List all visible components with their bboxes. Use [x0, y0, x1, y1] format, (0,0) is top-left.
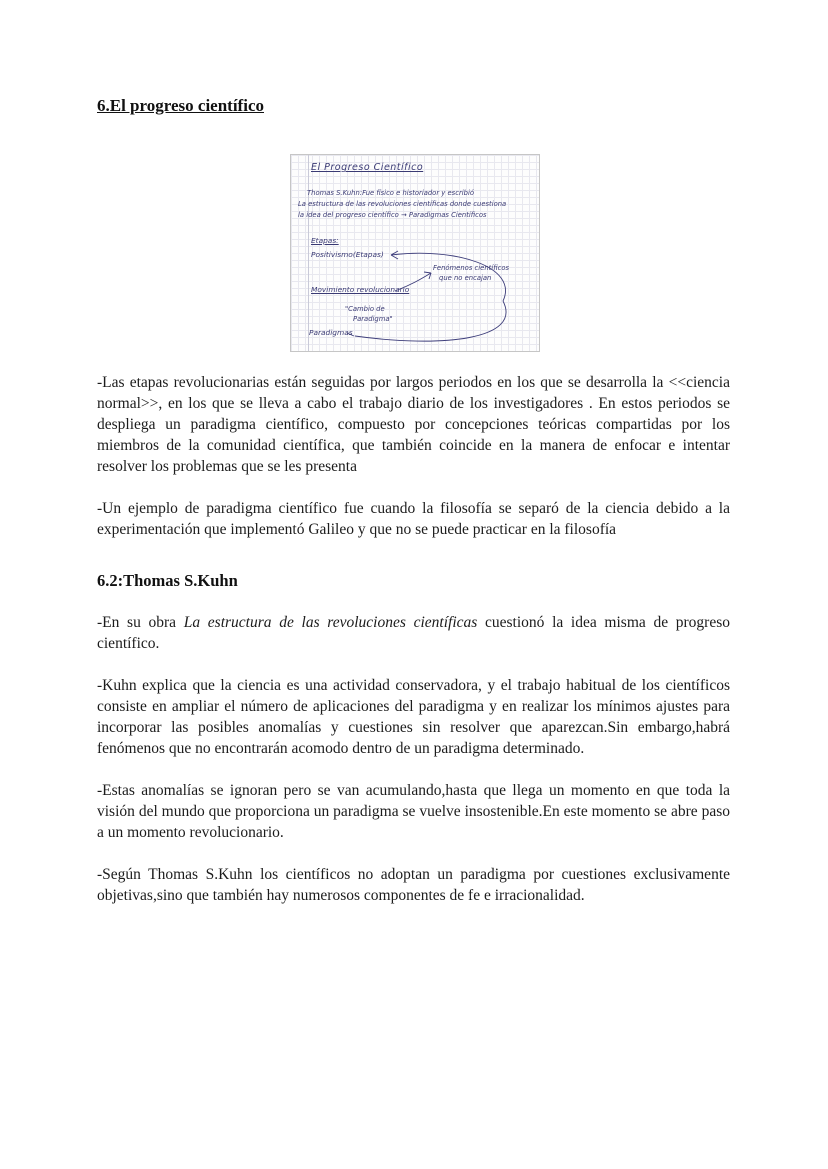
paragraph-kuhn-explica: -Kuhn explica que la ciencia es una actividad conservadora, y el trabajo habitual de los científicos consiste en ampliar el número de aplicaciones del paradigma y en realizar los mínimos ajustes para incorporar las posibles anomalías y cuestiones sin resolver que aparezcan.Sin embargo,habrá fenómenos que no encontrarán acomodo dentro de un paradigma determinado.: [97, 677, 730, 757]
paragraph-ejemplo-paradigma: -Un ejemplo de paradigma científico fue cuando la filosofía se separó de la ciencia debido a la experimentación que implementó Galileo y que no se puede practicar en la filosofía: [97, 500, 730, 538]
paragraph-en-su-obra-prefix: -En su obra: [97, 614, 184, 631]
arrowhead-positivismo-2: [391, 255, 398, 259]
document-content: [97, 0, 730, 906]
book-title-italic: La estructura de las revoluciones científicas: [183, 614, 478, 631]
paragraph-anomalias: -Estas anomalías se ignoran pero se van acumulando,hasta que llega un momento en que toda la visión del mundo que proporciona un paradigma se vuelve insostenible.En este momento se abre paso a un momento revolucionario.: [97, 782, 730, 841]
note-title: El Progreso Científico: [311, 162, 424, 173]
note-fenomenos-line1: Fenómenos científicos: [433, 264, 510, 272]
paragraph-etapas-revolucionarias: -Las etapas revolucionarias están seguidas por largos periodos en los que se desarrolla la <<ciencia normal>>, en los que se lleva a cabo el trabajo diario de los investigadores . En estos periodos se despliega un paradigma científico, compuesto por concepciones teóricas compartidas por los miembros de la comunidad científica, que también coincide en la manera de enfocar e intentar resolver los problemas que se les presenta: [97, 374, 730, 475]
paragraph-en-su-obra: [97, 612, 730, 654]
note-paradigmas: Paradigmas: [309, 328, 353, 337]
note-cambio-line2: Paradigma": [353, 315, 393, 323]
note-positivismo: Positivismo(Etapas): [311, 250, 384, 259]
handwritten-note-image: [290, 154, 540, 352]
handwritten-note-wrapper: [290, 154, 540, 352]
arrowhead-fenomenos-1: [424, 272, 431, 273]
note-line-estructura: La estructura de las revoluciones científicas donde cuestiona: [298, 200, 507, 208]
paragraph-segun-kuhn: -Según Thomas S.Kuhn los científicos no adoptan un paradigma por cuestiones exclusivamente objetivas,sino que también hay numerosos componentes de fe e irracionalidad.: [97, 866, 730, 904]
note-line-idea: la idea del progreso científico → Paradigmas Científicos: [298, 211, 487, 219]
page-title: 6.El progreso científico: [97, 96, 264, 115]
note-cambio-line1: "Cambio de: [345, 305, 385, 313]
note-etapas: Etapas:: [311, 236, 339, 245]
section-subheading-kuhn: 6.2:Thomas S.Kuhn: [97, 571, 238, 590]
note-movimiento: Movimiento revolucionario: [311, 285, 410, 294]
note-line-kuhn: Thomas S.Kuhn:Fue físico e historiador y escribió: [307, 189, 474, 197]
note-fenomenos-line2: que no encajan: [439, 274, 492, 282]
paragraph-en-su-obra-suffix: cuestionó la idea misma de progreso científico.: [97, 614, 730, 652]
